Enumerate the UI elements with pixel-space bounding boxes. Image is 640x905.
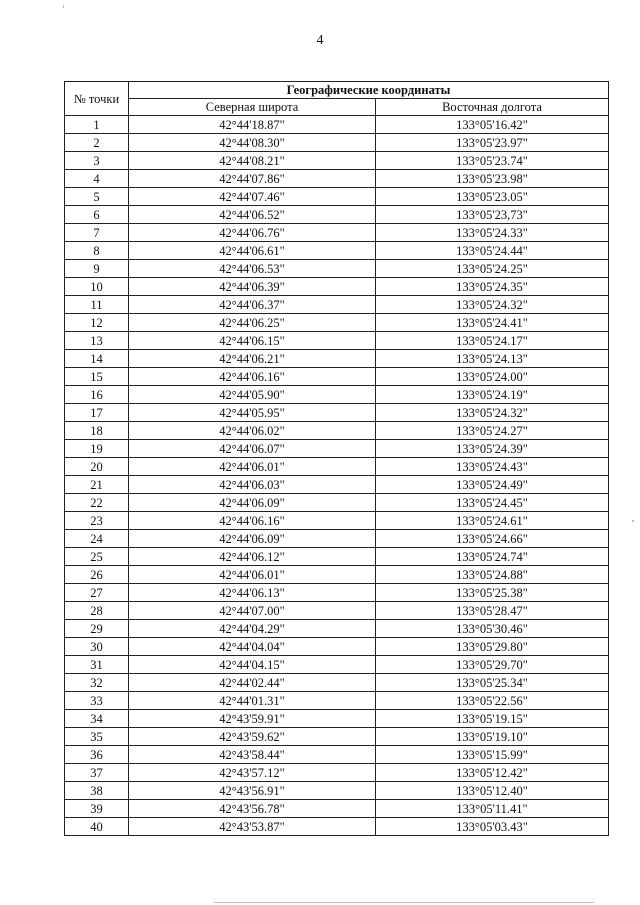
table-row xyxy=(65,674,609,692)
latitude-cell: 42°44'06.16" xyxy=(129,512,376,530)
longitude-cell: 133°05'24.61" xyxy=(376,512,609,530)
point-number-cell: 23 xyxy=(65,512,129,530)
table-row xyxy=(65,584,609,602)
table-row xyxy=(65,746,609,764)
point-number-cell: 28 xyxy=(65,602,129,620)
latitude-cell: 42°44'06.02" xyxy=(129,422,376,440)
point-number-cell: 7 xyxy=(65,224,129,242)
table-row xyxy=(65,350,609,368)
table-row xyxy=(65,134,609,152)
point-number-cell: 19 xyxy=(65,440,129,458)
table-row xyxy=(65,494,609,512)
longitude-cell: 133°05'24.27" xyxy=(376,422,609,440)
table-row xyxy=(65,476,609,494)
point-number-cell: 14 xyxy=(65,350,129,368)
longitude-cell: 133°05'24.25" xyxy=(376,260,609,278)
table-row xyxy=(65,764,609,782)
table-row xyxy=(65,548,609,566)
latitude-header: Северная широта xyxy=(129,99,376,116)
longitude-cell: 133°05'23,73" xyxy=(376,206,609,224)
latitude-cell: 42°43'56.91" xyxy=(129,782,376,800)
latitude-cell: 42°44'06.16" xyxy=(129,368,376,386)
point-number-cell: 25 xyxy=(65,548,129,566)
longitude-cell: 133°05'24.35" xyxy=(376,278,609,296)
point-number-cell: 36 xyxy=(65,746,129,764)
latitude-cell: 42°44'06.37" xyxy=(129,296,376,314)
longitude-cell: 133°05'24.13" xyxy=(376,350,609,368)
point-number-cell: 39 xyxy=(65,800,129,818)
longitude-cell: 133°05'24.49" xyxy=(376,476,609,494)
coordinates-table xyxy=(64,81,609,836)
longitude-cell: 133°05'24.33" xyxy=(376,224,609,242)
table-row xyxy=(65,206,609,224)
longitude-cell: 133°05'24.66" xyxy=(376,530,609,548)
latitude-cell: 42°44'06.12" xyxy=(129,548,376,566)
latitude-cell: 42°44'08.30" xyxy=(129,134,376,152)
point-number-cell: 35 xyxy=(65,728,129,746)
point-number-cell: 9 xyxy=(65,260,129,278)
latitude-cell: 42°44'04.15" xyxy=(129,656,376,674)
longitude-cell: 133°05'28.47" xyxy=(376,602,609,620)
longitude-cell: 133°05'30.46" xyxy=(376,620,609,638)
longitude-cell: 133°05'24.19" xyxy=(376,386,609,404)
point-number-cell: 29 xyxy=(65,620,129,638)
latitude-cell: 42°44'04.04" xyxy=(129,638,376,656)
longitude-cell: 133°05'24.32" xyxy=(376,296,609,314)
point-number-cell: 1 xyxy=(65,116,129,134)
latitude-cell: 42°43'53.87" xyxy=(129,818,376,836)
longitude-cell: 133°05'24.74" xyxy=(376,548,609,566)
latitude-cell: 42°44'06.52" xyxy=(129,206,376,224)
table-row xyxy=(65,170,609,188)
point-number-cell: 20 xyxy=(65,458,129,476)
longitude-cell: 133°05'19.10" xyxy=(376,728,609,746)
point-number-cell: 11 xyxy=(65,296,129,314)
table-row xyxy=(65,602,609,620)
point-number-cell: 10 xyxy=(65,278,129,296)
scan-edge-mark-bottom xyxy=(214,902,594,903)
longitude-cell: 133°05'24.32" xyxy=(376,404,609,422)
point-number-cell: 15 xyxy=(65,368,129,386)
point-number-cell: 26 xyxy=(65,566,129,584)
longitude-header: Восточная долгота xyxy=(376,99,609,116)
latitude-cell: 42°44'06.01" xyxy=(129,566,376,584)
table-row xyxy=(65,512,609,530)
point-number-cell: 27 xyxy=(65,584,129,602)
longitude-cell: 133°05'24.44" xyxy=(376,242,609,260)
point-number-cell: 21 xyxy=(65,476,129,494)
longitude-cell: 133°05'15.99" xyxy=(376,746,609,764)
table-row xyxy=(65,296,609,314)
longitude-cell: 133°05'23.97" xyxy=(376,134,609,152)
table-row xyxy=(65,530,609,548)
longitude-cell: 133°05'12.40" xyxy=(376,782,609,800)
point-number-header: № точки xyxy=(65,82,129,116)
longitude-cell: 133°05'22.56" xyxy=(376,692,609,710)
latitude-cell: 42°44'06.09" xyxy=(129,494,376,512)
point-number-cell: 17 xyxy=(65,404,129,422)
latitude-cell: 42°44'05.90" xyxy=(129,386,376,404)
longitude-cell: 133°05'23.74" xyxy=(376,152,609,170)
longitude-cell: 133°05'24.45" xyxy=(376,494,609,512)
point-number-cell: 22 xyxy=(65,494,129,512)
longitude-cell: 133°05'24.17" xyxy=(376,332,609,350)
table-row xyxy=(65,656,609,674)
table-row xyxy=(65,368,609,386)
point-number-cell: 38 xyxy=(65,782,129,800)
table-row xyxy=(65,314,609,332)
table-row xyxy=(65,386,609,404)
latitude-cell: 42°44'06.15" xyxy=(129,332,376,350)
point-number-cell: 8 xyxy=(65,242,129,260)
point-number-cell: 3 xyxy=(65,152,129,170)
latitude-cell: 42°44'06.76" xyxy=(129,224,376,242)
longitude-cell: 133°05'12.42" xyxy=(376,764,609,782)
latitude-cell: 42°44'06.01" xyxy=(129,458,376,476)
longitude-cell: 133°05'29.70" xyxy=(376,656,609,674)
point-number-cell: 31 xyxy=(65,656,129,674)
table-row xyxy=(65,638,609,656)
longitude-cell: 133°05'16.42" xyxy=(376,116,609,134)
table-row xyxy=(65,692,609,710)
point-number-cell: 24 xyxy=(65,530,129,548)
longitude-cell: 133°05'25.34" xyxy=(376,674,609,692)
latitude-cell: 42°44'01.31" xyxy=(129,692,376,710)
latitude-cell: 42°44'07.00" xyxy=(129,602,376,620)
table-row xyxy=(65,458,609,476)
table-row xyxy=(65,116,609,134)
latitude-cell: 42°44'06.39" xyxy=(129,278,376,296)
table-row xyxy=(65,224,609,242)
table-row xyxy=(65,710,609,728)
page-number: 4 xyxy=(316,33,324,48)
longitude-cell: 133°05'23.05" xyxy=(376,188,609,206)
point-number-cell: 32 xyxy=(65,674,129,692)
latitude-cell: 42°44'02.44" xyxy=(129,674,376,692)
table-row xyxy=(65,152,609,170)
scan-edge-mark-right xyxy=(632,520,634,522)
latitude-cell: 42°44'08.21" xyxy=(129,152,376,170)
latitude-cell: 42°44'05.95" xyxy=(129,404,376,422)
table-row xyxy=(65,278,609,296)
latitude-cell: 42°43'59.62" xyxy=(129,728,376,746)
table-row xyxy=(65,188,609,206)
table-row xyxy=(65,260,609,278)
point-number-cell: 12 xyxy=(65,314,129,332)
longitude-cell: 133°05'11.41" xyxy=(376,800,609,818)
longitude-cell: 133°05'19.15" xyxy=(376,710,609,728)
latitude-cell: 42°44'06.09" xyxy=(129,530,376,548)
point-number-cell: 34 xyxy=(65,710,129,728)
latitude-cell: 42°44'06.25" xyxy=(129,314,376,332)
point-number-cell: 37 xyxy=(65,764,129,782)
latitude-cell: 42°44'06.53" xyxy=(129,260,376,278)
table-row xyxy=(65,422,609,440)
latitude-cell: 42°44'18.87" xyxy=(129,116,376,134)
table-row xyxy=(65,242,609,260)
table-row xyxy=(65,782,609,800)
table-row xyxy=(65,818,609,836)
longitude-cell: 133°05'24.39" xyxy=(376,440,609,458)
point-number-cell: 2 xyxy=(65,134,129,152)
longitude-cell: 133°05'24.43" xyxy=(376,458,609,476)
point-number-cell: 30 xyxy=(65,638,129,656)
point-number-cell: 13 xyxy=(65,332,129,350)
geographic-coordinates-header: Географические координаты xyxy=(129,82,609,99)
latitude-cell: 42°44'06.13" xyxy=(129,584,376,602)
table-row xyxy=(65,620,609,638)
latitude-cell: 42°44'06.61" xyxy=(129,242,376,260)
longitude-cell: 133°05'24.00" xyxy=(376,368,609,386)
latitude-cell: 42°43'57.12" xyxy=(129,764,376,782)
latitude-cell: 42°44'06.03" xyxy=(129,476,376,494)
latitude-cell: 42°44'04.29" xyxy=(129,620,376,638)
longitude-cell: 133°05'24.41" xyxy=(376,314,609,332)
scan-edge-mark-top xyxy=(63,5,64,8)
table-row xyxy=(65,728,609,746)
latitude-cell: 42°43'59.91" xyxy=(129,710,376,728)
latitude-cell: 42°44'06.07" xyxy=(129,440,376,458)
latitude-cell: 42°44'06.21" xyxy=(129,350,376,368)
latitude-cell: 42°44'07.86" xyxy=(129,170,376,188)
point-number-cell: 5 xyxy=(65,188,129,206)
longitude-cell: 133°05'24.88" xyxy=(376,566,609,584)
latitude-cell: 42°43'58.44" xyxy=(129,746,376,764)
table-row xyxy=(65,566,609,584)
latitude-cell: 42°44'07.46" xyxy=(129,188,376,206)
point-number-cell: 4 xyxy=(65,170,129,188)
point-number-cell: 18 xyxy=(65,422,129,440)
coordinates-table-body xyxy=(65,116,609,836)
latitude-cell: 42°43'56.78" xyxy=(129,800,376,818)
point-number-cell: 16 xyxy=(65,386,129,404)
table-row xyxy=(65,332,609,350)
point-number-cell: 6 xyxy=(65,206,129,224)
point-number-cell: 33 xyxy=(65,692,129,710)
table-row xyxy=(65,440,609,458)
longitude-cell: 133°05'03.43" xyxy=(376,818,609,836)
longitude-cell: 133°05'23.98" xyxy=(376,170,609,188)
table-row xyxy=(65,404,609,422)
longitude-cell: 133°05'29.80" xyxy=(376,638,609,656)
table-row xyxy=(65,800,609,818)
longitude-cell: 133°05'25.38" xyxy=(376,584,609,602)
point-number-cell: 40 xyxy=(65,818,129,836)
